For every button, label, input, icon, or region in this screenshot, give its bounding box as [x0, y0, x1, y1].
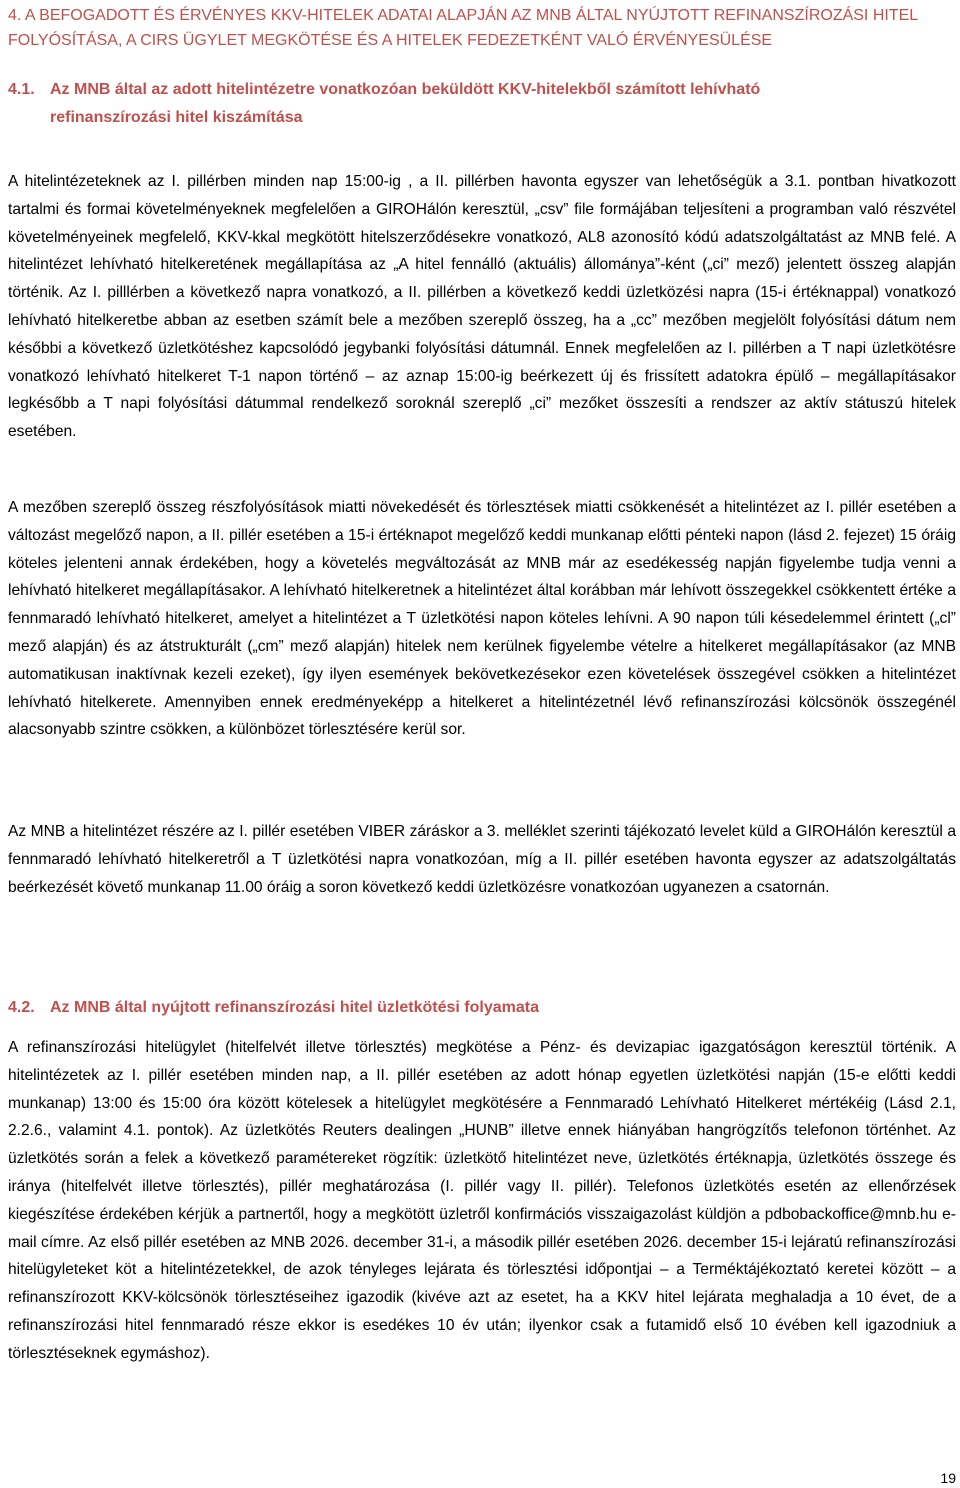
section-title: Az MNB által nyújtott refinanszírozási hitel üzletkötési folyamata: [50, 999, 539, 1016]
section-heading-4-2: [8, 994, 956, 1022]
paragraph-4-1-1: A hitelintézeteknek az I. pillérben minden nap 15:00-ig , a II. pillérben havonta egyszer van lehetőségük a 3.1. pontban hivatkozott tartalmi és formai követelményeknek megfelelően a GIROHálón keresztül, „csv” file formájában teljesíteni a programban való részvétel követelményeinek megfelelő, KKV-kkal megkötött hitelszerződésekre vonatkozó, AL8 azonosító kódú adatszolgáltatást az MNB felé. A hitelintézet lehívható hitelkeretének megállapítása az „A hitel fennálló (aktuális) állománya”-ként („ci” mező) jelentett összeg alapján történik. Az I. pilllérben a következő napra vonatkozó, a II. pillérben a következő keddi üzletközési napra (15-i értéknappal) vonatkozó lehívható hitelkeretbe abban az esetben számít bele a mezőben szereplő összeg, ha a „cc” mezőben megjelölt folyósítási dátum nem későbbi a következő üzletkötéshez kapcsolódó jegybanki folyósítási dátumnál. Ennek megfelelően az I. pillérben a T napi üzletkötésre vonatkozó lehívható hitelkeret T-1 napon történő – az aznap 15:00-ig beérkezett új és frissített adatokra épülő – megállapításakor legkésőbb a T napi folyósítási dátummal rendelkező soroknál szereplő „ci” mezőket összesíti a rendszer az aktív státuszú hitelek esetében.: [8, 173, 956, 441]
paragraph-4-1-3: Az MNB a hitelintézet részére az I. pillér esetében VIBER záráskor a 3. melléklet szerinti tájékozató levelet küld a GIROHálón keresztül a fennmaradó lehívható hitelkeretről a T üzletkötési napra vonatkozóan, míg a II. pillér esetében havonta egyszer az adatszolgáltatás beérkezését követő munkanap 11.00 óráig a soron következő keddi üzletközésre vonatkozóan ugyanezen a csatornán.: [8, 823, 956, 896]
section-heading-4-1: [8, 76, 956, 132]
section-number: 4.1.: [8, 81, 35, 98]
chapter-title: 4. A BEFOGADOTT ÉS ÉRVÉNYES KKV-HITELEK ADATAI ALAPJÁN AZ MNB ÁLTAL NYÚJTOTT REFINANSZÍROZÁSI HITEL FOLYÓSÍTÁSA, A CIRS ÜGYLET MEGKÖTÉSE ÉS A HITELEK FEDEZETKÉNT VALÓ ÉRVÉNYESÜLÉSE: [8, 7, 918, 49]
section-number: 4.2.: [8, 999, 35, 1016]
paragraph-4-2-1: A refinanszírozási hitelügylet (hitelfelvét illetve törlesztés) megkötése a Pénz- és devizapiac igazgatóságon keresztül történik. A hitelintézetek az I. pillér esetében minden nap, a II. pillér esetében az adott hónap egyetlen üzletkötési napján (15-e előtti keddi munkanap) 13:00 és 15:00 óra között kötelesek a hitelügylet megkötésére a Fennmaradó Lehívható Hitelkeret mértékéig (Lásd 2.1, 2.2.6., valamint 4.1. pontok). Az üzletkötés Reuters dealingen „HUNB” illetve ennek hiányában hangrögzítős telefonon történhet. Az üzletkötés során a felek a következő paramétereket rögzítik: üzletkötő hitelintézet neve, üzletkötés értéknapja, üzletkötés összege és iránya (hitelfelvét illetve törlesztés), pillér meghatározása (I. pillér vagy II. pillér). Telefonos üzletkötés esetén az ellenőrzések kiegészítése érdekében kérjük a partnertől, hogy a megkötött üzletről konfirmációs visszaigazolást küldjön a pdbobackoffice@mnb.hu e-mail címre. Az első pillér esetében az MNB 2026. december 31-i, a második pillér esetében 2026. december 15-i lejáratú refinanszírozási hitelügyleteket köt a hitelintézetekkel, de azok tényleges lejárata és törlesztési időpontjai – a Terméktájékoztató keretei között – a refinanszírozott KKV-kölcsönök törlesztéseihez igazodik (kivéve azt az esetet, ha a KKV hitel lejárata meghaladja a 10 évet, de a refinanszírozási hitel fennmaradó része ekkor is esedékes 10 év után; ilyenkor csak a futamidő első 10 évében kell igazodniuk a törlesztéseknek egymáshoz).: [8, 1039, 956, 1362]
page-number: 19: [940, 1470, 956, 1486]
section-title-line1: Az MNB által az adott hitelintézetre vonatkozóan beküldött KKV-hitelekből számított lehívható: [50, 81, 761, 98]
section-title-line2: refinanszírozási hitel kiszámítása: [50, 109, 303, 126]
paragraph-4-1-2: A mezőben szereplő összeg részfolyósítások miatti növekedését és törlesztések miatti csökkenését a hitelintézet az I. pillér esetében a változást megelőző napon, a II. pillér esetében a 15-i értéknapot megelőző keddi munkanap előtti pénteki napon (lásd 2. fejezet) 15 óráig köteles jelenteni annak érdekében, hogy a követelés megváltozását az MNB már az esedékesség napján figyelembe tudja venni a lehívható hitelkeret megállapításakor. A lehívható hitelkeretnek a hitelintézet által korábban már lehívott összegekkel csökkentett értéke a fennmaradó lehívható hitelkeret, amelyet a hitelintézet a T üzletkötési napon köteles lehívni. A 90 napon túli késedelemmel érintett („cl” mező alapján) és az átstrukturált („cm” mező alapján) hitelek nem kerülnek figyelembe vételre a hitelkeret megállapításakor (az MNB automatikusan inaktívnak kezeli ezeket), így ilyen események bekövetkezésekor ezen követelések összegével csökken a hitelintézet lehívható hitelkerete. Amennyiben ennek eredményeképp a hitelkeret a hitelintézetnél lévő refinanszírozási kölcsönök összegénél alacsonyabb szintre csökken, a különbözet törlesztésére kerül sor.: [8, 499, 956, 739]
